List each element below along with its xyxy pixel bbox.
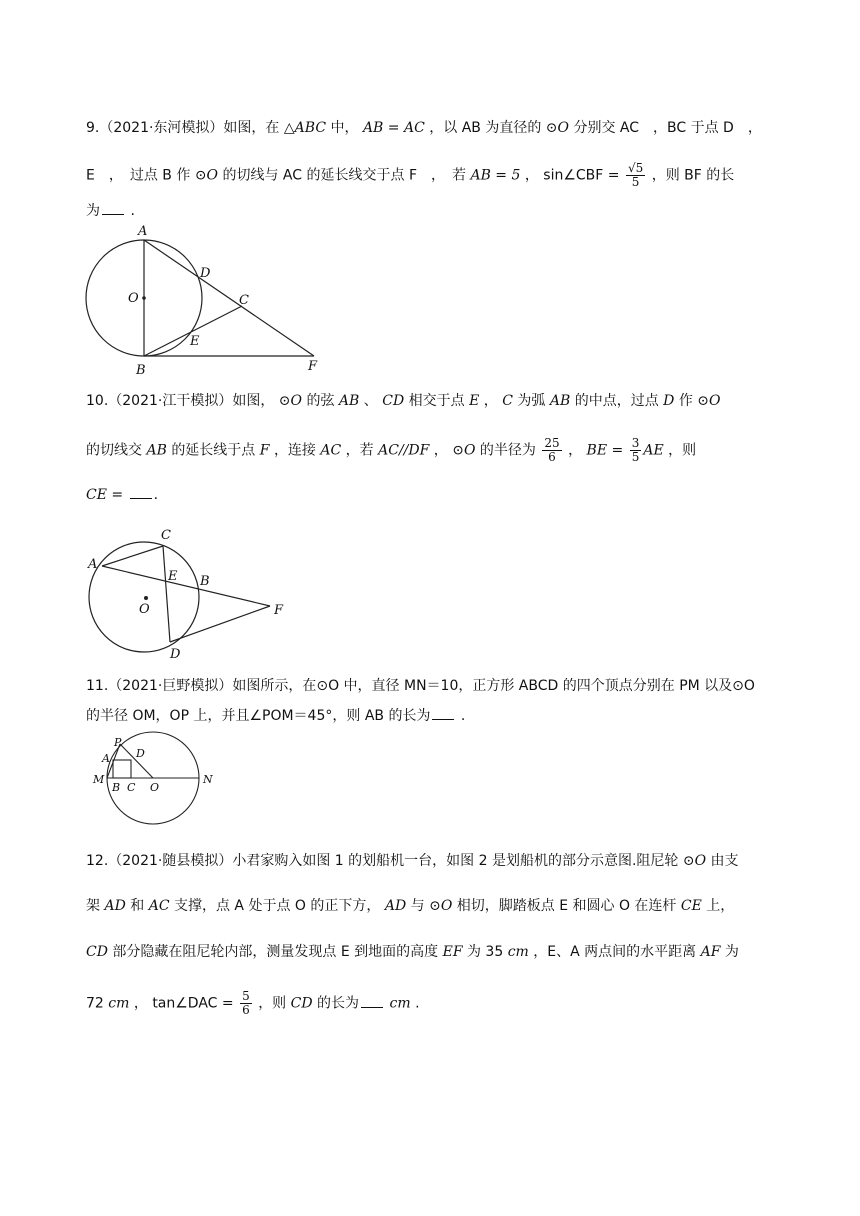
q10-math-circle-o: ⊙O	[452, 442, 476, 459]
q9-label-o: O	[128, 291, 139, 306]
q10-text: 10.（2021·江干模拟）如图，	[86, 393, 275, 409]
q12-text: 架	[86, 898, 100, 914]
q10-text: ，若	[345, 442, 374, 459]
answer-blank	[432, 705, 454, 720]
q10-math-be: BE =	[586, 442, 624, 459]
q12-frac-den: 6	[242, 1003, 250, 1017]
q9-math-triangle: △ABC	[283, 120, 327, 136]
q12-math-cd: CD	[290, 995, 313, 1012]
q9-text: 分别交 AC ，BC 于点 D ，	[573, 120, 762, 136]
q12-text: 12.（2021·随县模拟）小君家购入如图 1 的划船机一台，如图 2 是划船机的部分示意图.阻尼轮	[86, 853, 679, 869]
q10-text: ，则	[668, 442, 697, 459]
q12-math-ef: EF	[442, 944, 463, 960]
q9-text: ，以 AB 为直径的	[429, 120, 542, 136]
q10-math-circle-o: ⊙O	[278, 393, 303, 409]
q12-text: 为	[724, 944, 739, 960]
q9-label-e: E	[190, 334, 200, 349]
q12-math-circle-o: ⊙O	[429, 898, 453, 914]
q11-text: 11.（2021·巨野模拟）如图所示，在⊙O 中，直径 MN＝10，正方形 ABCD 的四个顶点分别在 PM 以及⊙O	[86, 678, 755, 694]
q10-math-cd: CD	[382, 393, 405, 409]
q10-text: ，	[433, 442, 448, 459]
q10-text: .	[153, 487, 159, 503]
q10-line-1	[86, 391, 800, 411]
q12-math-ac: AC	[148, 898, 170, 914]
q12-math-af: AF	[700, 944, 721, 960]
q10-frac-den: 6	[548, 450, 556, 464]
q12-text: 为 35	[466, 944, 504, 960]
q9-frac-num: √5	[627, 161, 644, 175]
q10-text: 作	[678, 393, 693, 409]
q12-line-1	[86, 851, 800, 871]
q9-line-1	[86, 118, 800, 138]
q10-text: 相交于点	[408, 393, 465, 409]
q10-math-circle-o: ⊙O	[697, 393, 721, 409]
q9-label-b: B	[136, 363, 146, 378]
q9-math-sin: sin∠CBF =	[543, 167, 620, 184]
q10-text: 的中点，过点	[574, 393, 659, 409]
q12-math-tan: tan∠DAC =	[152, 995, 234, 1012]
q12-text: 和	[130, 898, 145, 914]
q10-text: ，	[568, 442, 583, 459]
q9-label-d: D	[200, 266, 211, 281]
q10-circle	[89, 542, 199, 652]
q10-figure	[84, 524, 294, 664]
q12-text: 相切，脚踏板点 E 和圆心 O 在连杆	[456, 898, 677, 914]
q11-label-p: P	[114, 736, 122, 749]
answer-blank	[102, 200, 124, 215]
q10-center-dot	[144, 596, 148, 600]
q12-math-cd: CD	[86, 944, 108, 960]
q9-line-3	[86, 200, 800, 221]
q12-text: 支撑，点 A 处于点 O 的正下方，	[173, 898, 381, 914]
q9-line-af	[144, 240, 314, 356]
q10-be-fraction	[630, 437, 642, 464]
q12-text: ，E、A 两点间的水平距离	[533, 944, 697, 960]
q11-label-n: N	[203, 773, 213, 786]
q9-text: 为	[86, 203, 100, 219]
q9-line-2	[86, 162, 800, 189]
q12-text: 72	[86, 995, 104, 1012]
q10-text: 的弦	[306, 393, 335, 409]
q11-label-o: O	[150, 781, 160, 794]
q9-math-circle-o: ⊙O	[194, 167, 219, 184]
q10-radius-fraction	[542, 437, 561, 464]
q11-figure	[86, 730, 226, 830]
q12-frac-num: 5	[242, 989, 250, 1003]
q12-text: ，	[133, 995, 148, 1012]
q11-square-abcd	[113, 760, 131, 778]
q12-text: .	[415, 995, 420, 1012]
q12-text: 上，	[706, 898, 735, 914]
q10-chord-cd	[163, 546, 170, 642]
q9-fraction	[626, 162, 645, 189]
q12-math-cm: cm	[108, 995, 130, 1012]
q12-text: 由支	[710, 853, 739, 869]
q10-math-ae: AE	[643, 442, 664, 459]
q10-frac-num: 3	[631, 436, 640, 450]
q9-text: ，则 BF 的长	[651, 167, 735, 184]
q9-text: E ， 过点 B 作	[86, 167, 191, 184]
q10-label-a: A	[88, 557, 98, 572]
q10-frac-den: 5	[631, 450, 640, 464]
q12-math-cm: cm	[507, 944, 529, 960]
q12-tan-fraction	[240, 990, 252, 1017]
q11-label-d: D	[136, 747, 145, 760]
q11-text: 的半径 OM，OP 上，并且∠POM＝45°，则 AB 的长为	[86, 708, 431, 724]
q10-math-ab: AB	[549, 393, 571, 409]
q10-math-ce: CE =	[86, 487, 124, 503]
q9-text: .	[130, 203, 135, 219]
answer-blank	[130, 484, 152, 499]
q10-text: 的延长线于点	[171, 442, 256, 459]
q10-label-o: O	[139, 602, 150, 617]
q10-label-c: C	[161, 528, 171, 543]
q12-math-ce: CE	[680, 898, 702, 914]
q11-label-b: B	[112, 781, 121, 794]
q10-label-b: B	[200, 574, 210, 589]
q10-line-2	[86, 437, 800, 464]
q10-text: 为弧	[517, 393, 546, 409]
q11-line-1	[86, 676, 800, 696]
q9-text: 中，	[330, 120, 359, 136]
q12-math-cm: cm	[389, 995, 411, 1012]
q12-math-circle-o: ⊙O	[682, 853, 707, 869]
q9-frac-den: 5	[631, 175, 640, 189]
q12-text: 的长为	[317, 995, 360, 1012]
q10-label-d: D	[170, 647, 181, 662]
q12-text: 部分隐藏在阻尼轮内部，测量发现点 E 到地面的高度	[112, 944, 439, 960]
q10-tangent-df	[170, 606, 270, 642]
q12-math-ad: AD	[384, 898, 407, 914]
q10-math-c: C	[502, 393, 513, 409]
q9-text: 9.（2021·东河模拟）如图，在	[86, 120, 280, 136]
q10-math-ac: AC	[320, 442, 342, 459]
q9-center-dot	[142, 296, 146, 300]
q11-label-c: C	[127, 781, 136, 794]
q10-math-ab: AB	[338, 393, 360, 409]
q9-text: 的切线与 AC 的延长线交于点 F ， 若	[222, 167, 466, 184]
q9-math-ab-eq-ac: AB = AC	[362, 120, 425, 136]
q10-text: 、	[363, 393, 378, 409]
answer-blank	[361, 993, 383, 1008]
q12-line-2	[86, 896, 800, 916]
q11-line-2	[86, 705, 800, 726]
q11-text: .	[460, 708, 466, 724]
q10-math-d: D	[663, 393, 675, 409]
q12-line-3	[86, 942, 800, 962]
q12-text: ，则	[258, 995, 287, 1012]
q10-text: ，连接	[273, 442, 316, 459]
q12-line-4	[86, 990, 800, 1017]
q10-label-e: E	[168, 569, 178, 584]
q11-label-a: A	[102, 752, 110, 765]
q12-math-ad: AD	[104, 898, 126, 914]
q9-label-a: A	[138, 224, 148, 239]
q12-text: 与	[410, 898, 425, 914]
q10-text: 的切线交	[86, 442, 142, 459]
q10-text: ，	[483, 393, 498, 409]
q10-line-3	[86, 484, 800, 505]
q10-label-f: F	[274, 603, 284, 618]
q10-math-f: F	[259, 442, 270, 459]
q10-text: 的半径为	[479, 442, 536, 459]
q10-line-af	[102, 566, 270, 606]
q10-frac-num: 25	[544, 436, 560, 450]
q10-chord-ac	[102, 546, 163, 566]
q9-label-f: F	[308, 359, 318, 374]
q10-math-ab: AB	[146, 442, 167, 459]
q10-math-parallel: AC//DF	[378, 442, 430, 459]
q11-label-m: M	[93, 773, 105, 786]
q9-math-ab-5: AB = 5	[470, 167, 521, 184]
q9-figure	[82, 220, 332, 380]
q10-math-e: E	[469, 393, 480, 409]
q9-math-circle-o: ⊙O	[545, 120, 570, 136]
q9-label-c: C	[239, 293, 249, 308]
q9-text: ，	[524, 167, 539, 184]
